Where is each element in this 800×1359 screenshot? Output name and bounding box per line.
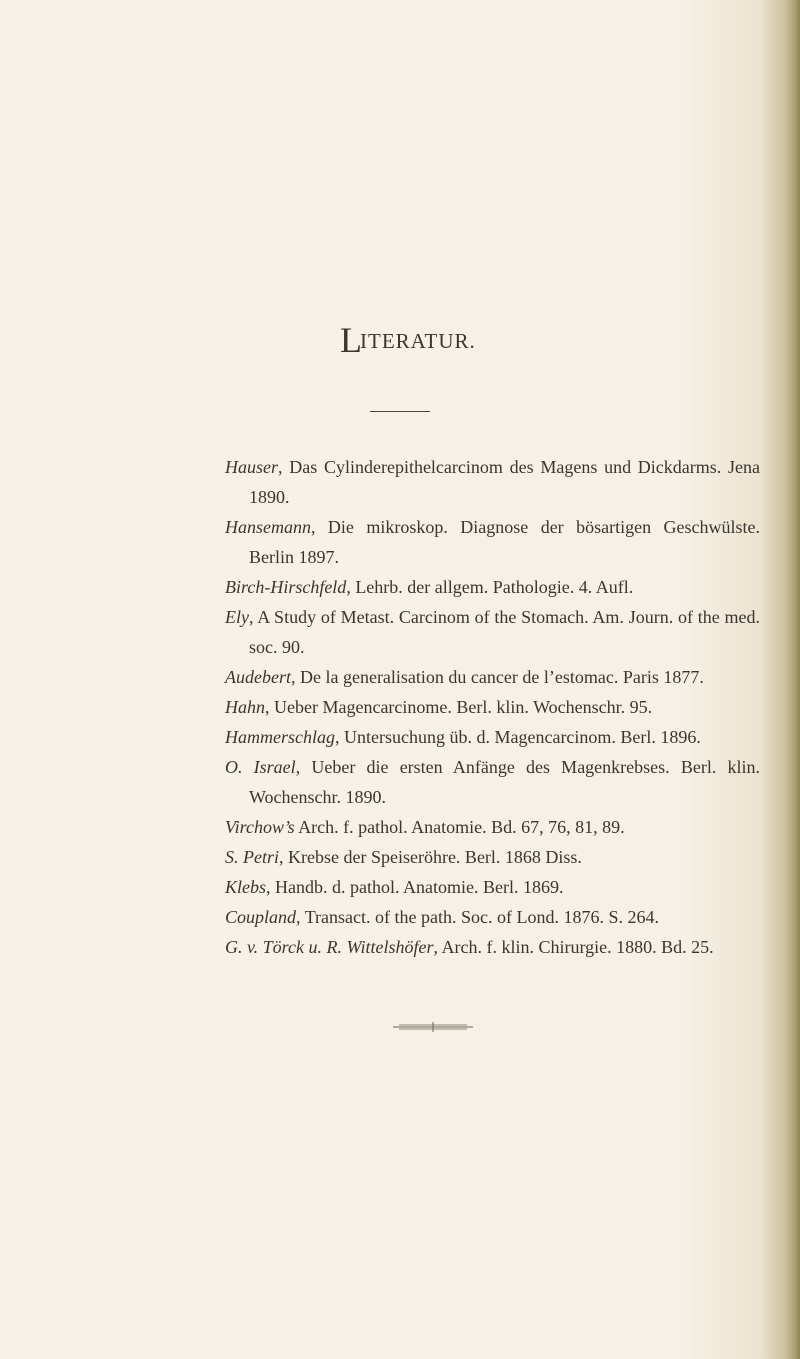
bibliography-entry (225, 842, 760, 872)
bibliography-entry (225, 752, 760, 812)
entry-text: , Ueber Magencarcinome. Berl. klin. Wochenschr. 95. (265, 697, 653, 717)
entry-text: Arch. f. pathol. Anatomie. Bd. 67, 76, 81, 89. (294, 817, 625, 837)
entry-author: Audebert (225, 667, 291, 687)
entry-author: Hammerschlag (225, 727, 335, 747)
entry-author: Hauser (225, 457, 278, 477)
bibliography-list (225, 452, 760, 962)
bibliography-entry (225, 692, 760, 722)
entry-text: , Arch. f. klin. Chirurgie. 1880. Bd. 25. (433, 937, 714, 957)
entry-author: Klebs (225, 877, 267, 897)
page-edge (786, 0, 800, 1359)
entry-author: Birch-Hirschfeld (225, 577, 347, 597)
entry-text: , A Study of Metast. Carcinom of the Stomach. Am. Journ. of the med. soc. 90. (249, 607, 760, 657)
closing-ornament (393, 1019, 473, 1035)
entry-author: Hahn (225, 697, 265, 717)
entry-text: , Ueber die ersten Anfänge des Magenkrebses. Berl. klin. Wochenschr. 1890. (249, 757, 761, 807)
bibliography-entry (225, 602, 760, 662)
entry-text: , Die mikroskop. Diagnose der bösartigen Geschwülste. Berlin 1897. (249, 517, 760, 567)
entry-text: , Untersuchung üb. d. Magencarcinom. Berl. 1896. (335, 727, 701, 747)
bibliography-entry (225, 872, 760, 902)
entry-text: , Handb. d. pathol. Anatomie. Berl. 1869. (266, 877, 564, 897)
bibliography-entry (225, 902, 760, 932)
bibliography-entry (225, 662, 760, 692)
section-title (340, 318, 476, 360)
bibliography-entry (225, 932, 760, 962)
entry-text: , Das Cylinderepithelcarcinom des Magens und Dickdarms. Jena 1890. (249, 457, 760, 507)
bibliography-entry (225, 572, 760, 602)
entry-author: O. Israel (225, 757, 296, 777)
entry-author: Hansemann (225, 517, 311, 537)
title-initial: L (340, 320, 363, 360)
entry-text: , Krebse der Speiseröhre. Berl. 1868 Diss. (279, 847, 582, 867)
bibliography-entry (225, 512, 760, 572)
entry-author: Ely (225, 607, 249, 627)
bibliography-entry (225, 812, 760, 842)
title-rule (370, 411, 430, 412)
entry-text: , Transact. of the path. Soc. of Lond. 1876. S. 264. (296, 907, 659, 927)
title-text: ITERATUR. (360, 329, 476, 353)
entry-author: Virchow’s (225, 817, 295, 837)
entry-text: , De la generalisation du cancer de l’estomac. Paris 1877. (290, 667, 704, 687)
entry-author: G. v. Törck u. R. Wittelshöfer (225, 937, 434, 957)
entry-text: , Lehrb. der allgem. Pathologie. 4. Aufl. (346, 577, 634, 597)
bibliography-entry (225, 722, 760, 752)
entry-author: Coupland (225, 907, 297, 927)
bibliography-entry (225, 452, 760, 512)
entry-author: S. Petri (225, 847, 279, 867)
